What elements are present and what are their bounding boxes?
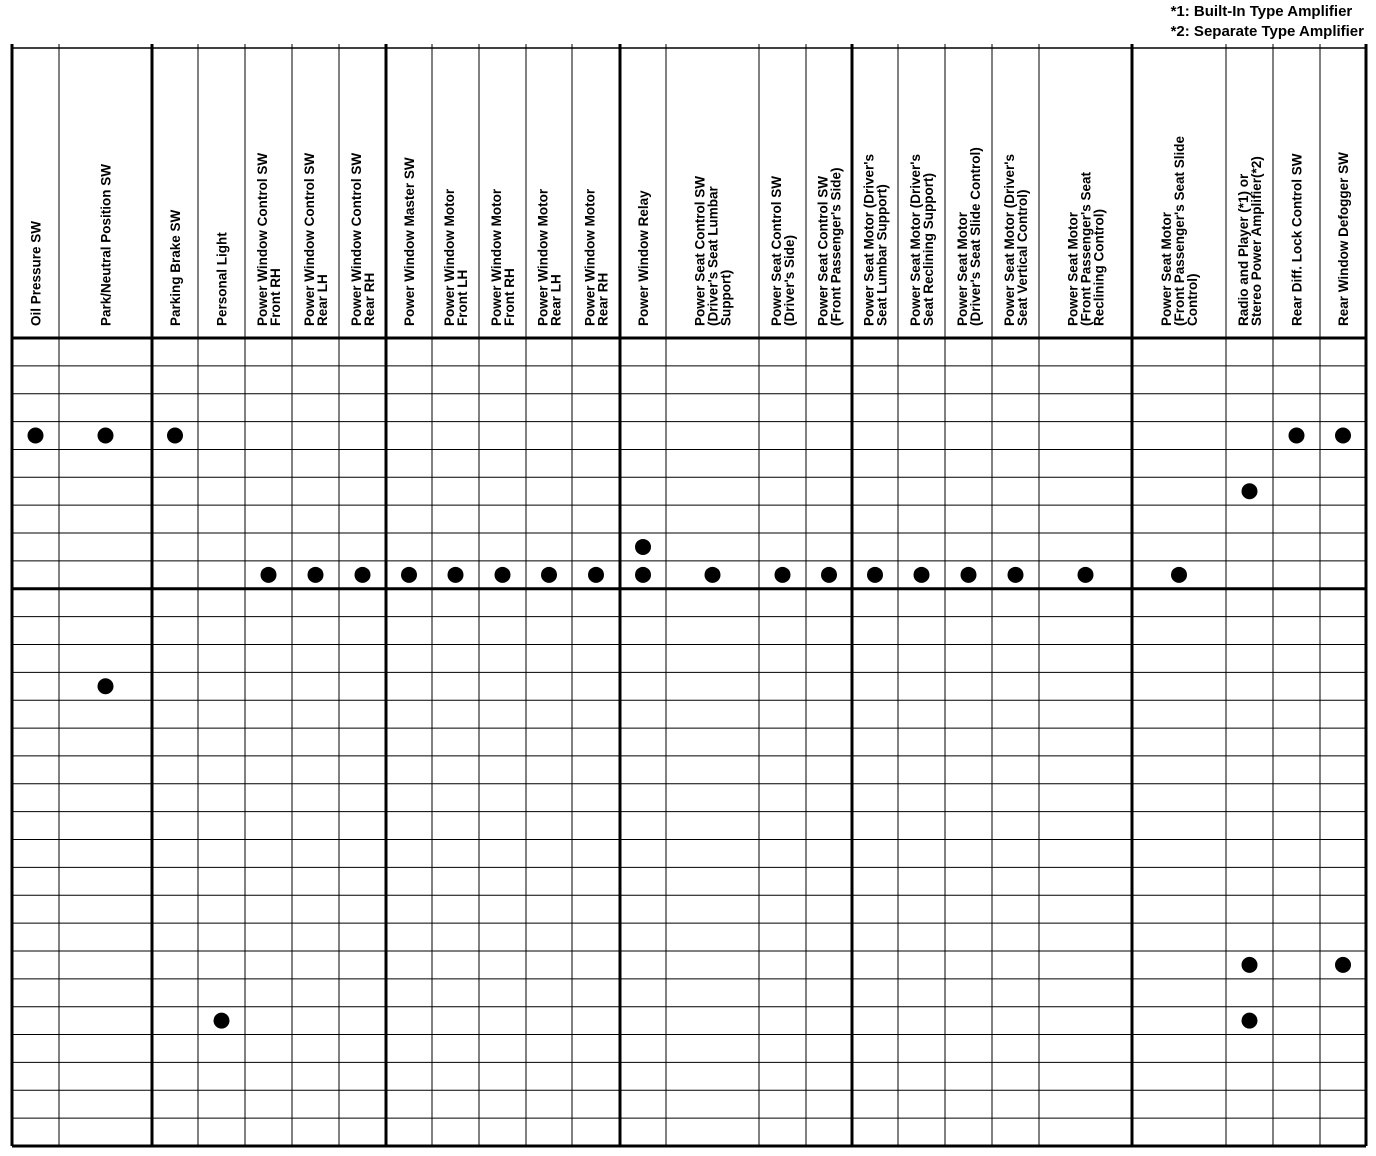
column-header-label: Power Window Relay <box>636 190 651 326</box>
column-header-label: Power Window Control SW <box>302 152 317 326</box>
connection-dot <box>495 567 511 583</box>
connection-dot <box>28 428 44 444</box>
column-header-label: (Front Passenger's Seat Slide <box>1172 135 1187 326</box>
column-header-label: (Driver's Seat Slide Control) <box>968 147 983 326</box>
column-header-label: Power Seat Motor <box>1065 211 1081 326</box>
column-header-label: Seat Lumbar Support) <box>874 184 890 326</box>
column-header-label: Control) <box>1185 273 1200 326</box>
column-header-label: Power Window Control SW <box>349 152 364 326</box>
connection-dot <box>167 428 183 444</box>
connection-dot <box>1242 483 1258 499</box>
connection-dot <box>98 428 114 444</box>
column-header-label: Seat Reclining Support) <box>921 172 936 326</box>
column-header-label: Rear LH <box>315 274 330 326</box>
connection-dot <box>1242 957 1258 973</box>
column-header-label: Seat Vertical Control) <box>1015 189 1030 326</box>
column-header-label: (Front Passenger's Side) <box>828 167 844 326</box>
column-header-label: Stereo Power Amplifier(*2) <box>1249 156 1264 326</box>
column-header-label: Oil Pressure SW <box>28 220 44 326</box>
column-header-label: Rear LH <box>548 274 564 326</box>
connection-dot <box>1242 1013 1258 1029</box>
column-header-label: Support) <box>718 269 734 326</box>
column-header-label: Power Seat Motor (Driver's <box>1002 153 1017 326</box>
connection-dot <box>401 567 417 583</box>
connection-dot <box>214 1013 230 1029</box>
column-header-label: Power Window Control SW <box>255 152 270 326</box>
connection-dot <box>821 567 837 583</box>
connection-dot <box>705 567 721 583</box>
connection-dot <box>1008 567 1024 583</box>
connection-dot <box>635 567 651 583</box>
column-header-label: Radio and Player (*1) or <box>1236 173 1251 326</box>
column-header-label: Personal Light <box>214 232 230 326</box>
connection-dot <box>1171 567 1187 583</box>
column-header-label: Power Seat Motor <box>1159 211 1174 326</box>
footnote-1: *1: Built-In Type Amplifier <box>1170 3 1353 20</box>
column-header-label: Parking Brake SW <box>168 209 183 326</box>
connection-dot <box>1078 567 1094 583</box>
connection-dot <box>775 567 791 583</box>
connection-dot <box>867 567 883 583</box>
connection-dot <box>588 567 604 583</box>
connection-dot <box>541 567 557 583</box>
column-header-label: Power Seat Motor <box>955 211 970 326</box>
connection-dot <box>961 567 977 583</box>
column-header-label: Power Seat Motor (Driver's <box>908 153 923 326</box>
footnote-2: *2: Separate Type Amplifier <box>1170 23 1364 40</box>
column-header-label: Rear Window Defogger SW <box>1336 152 1351 326</box>
column-header-label: Power Window Motor <box>582 188 598 326</box>
column-header-label: Power Window Motor <box>535 188 551 326</box>
column-header-label: Front LH <box>455 269 470 326</box>
connection-dot <box>355 567 371 583</box>
connection-dot <box>635 539 651 555</box>
connection-dot <box>448 567 464 583</box>
column-header-label: Power Window Master SW <box>402 157 417 326</box>
connection-dot <box>1289 428 1305 444</box>
column-header-label: Power Window Motor <box>489 188 504 326</box>
column-header-label: (Driver's Side) <box>782 235 797 326</box>
column-header-label: Front RH <box>268 268 283 326</box>
connection-dot <box>98 678 114 694</box>
connection-dot <box>261 567 277 583</box>
column-header-label: Power Seat Control SW <box>815 175 831 326</box>
column-header-label: (Driver's Seat Lumbar <box>705 186 721 326</box>
column-header-label: Power Seat Motor (Driver's <box>861 153 877 326</box>
column-header-label: Rear RH <box>362 272 377 326</box>
column-header-label: Park/Neutral Position SW <box>98 163 114 326</box>
column-header-label: Power Seat Control SW <box>692 175 708 326</box>
connection-dot <box>1335 957 1351 973</box>
column-header-label: Power Window Motor <box>442 188 457 326</box>
column-header-label: Reclining Control) <box>1091 209 1107 326</box>
connection-dot <box>308 567 324 583</box>
connection-dot <box>914 567 930 583</box>
column-header-label: (Front Passenger's Seat <box>1078 171 1094 326</box>
column-header-label: Rear Diff. Lock Control SW <box>1289 153 1305 326</box>
column-header-label: Front RH <box>502 268 517 326</box>
column-header-label: Power Seat Control SW <box>769 175 784 326</box>
column-header-label: Rear RH <box>595 272 611 326</box>
connection-dot <box>1335 428 1351 444</box>
